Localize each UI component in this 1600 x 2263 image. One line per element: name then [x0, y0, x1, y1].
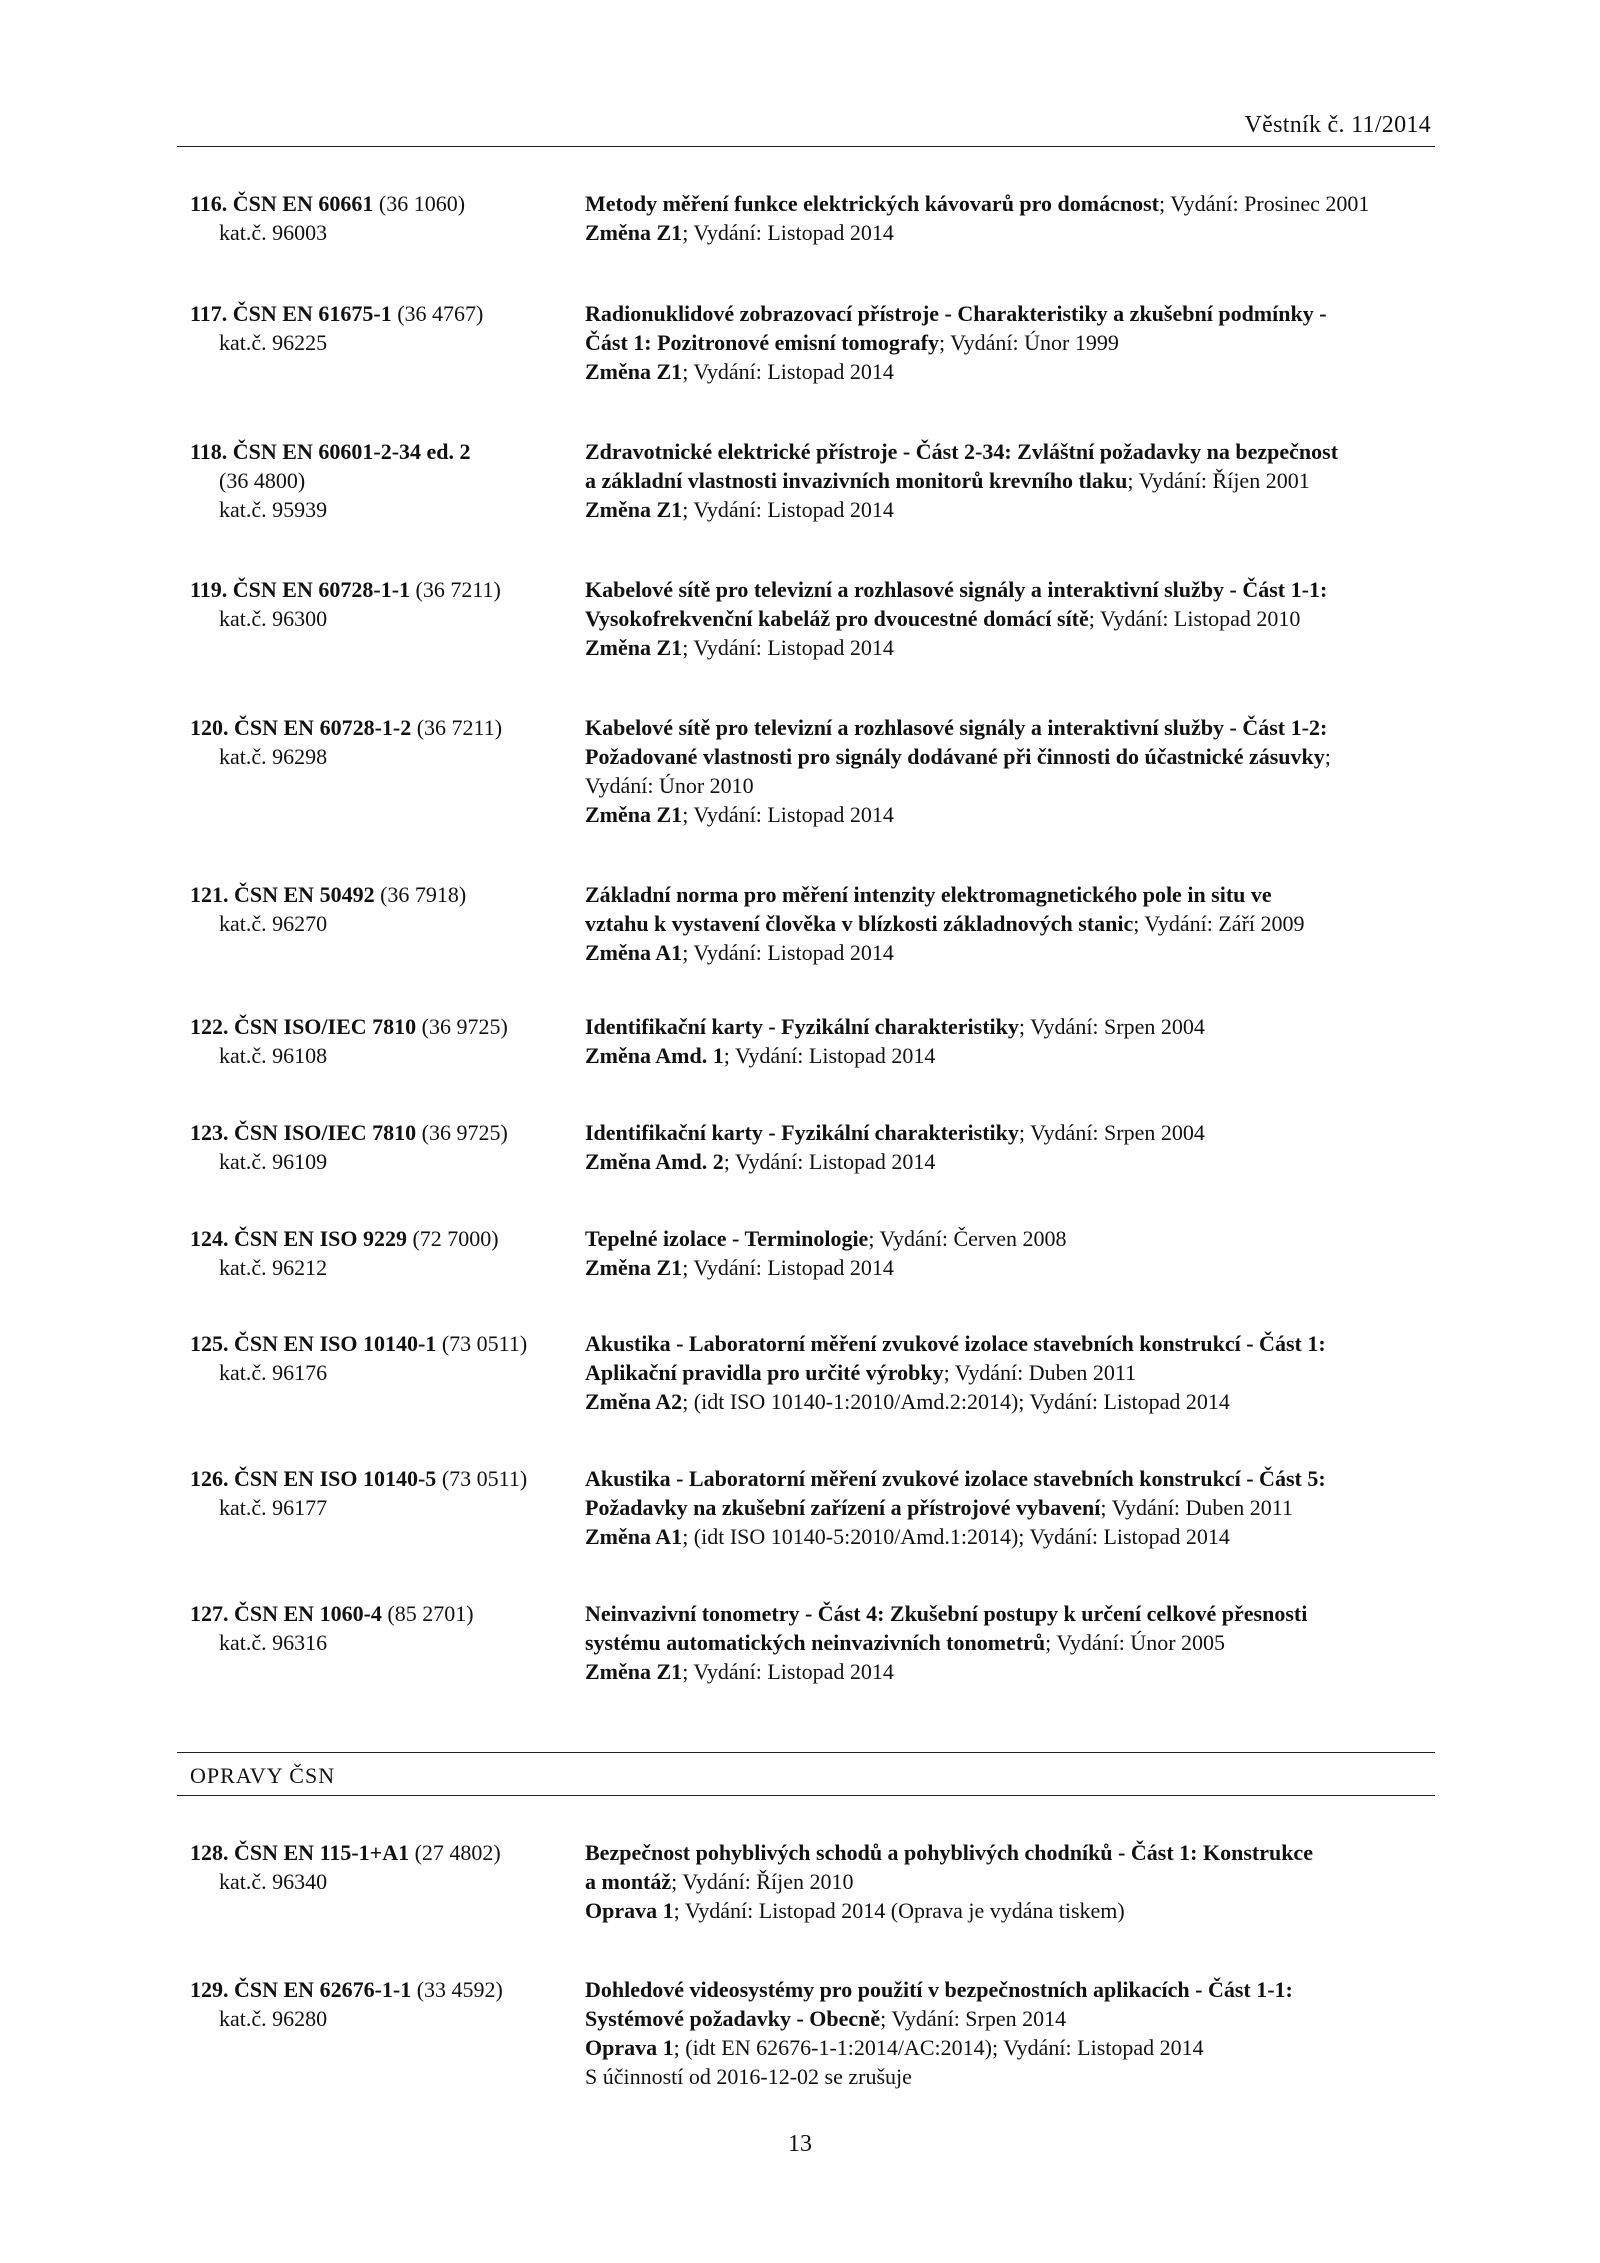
description-title: Změna Z1 — [585, 359, 683, 384]
entry-identifier — [190, 1838, 590, 1896]
classification-number: (85 2701) — [387, 1601, 474, 1626]
description-line — [585, 771, 1435, 800]
entry-number: 122. — [190, 1014, 229, 1039]
entry-id-line — [190, 1224, 590, 1253]
catalog-number: kat.č. 96003 — [219, 220, 328, 245]
description-title: Základní norma pro měření intenzity elektromagnetického pole in situ ve — [585, 882, 1272, 907]
entry-description — [585, 189, 1435, 247]
description-detail: ; (idt ISO 10140-5:2010/Amd.1:2014); Vydání: Listopad 2014 — [682, 1524, 1230, 1549]
entry-identifier — [190, 299, 590, 357]
entry-id-line — [190, 1012, 590, 1041]
description-line — [585, 938, 1435, 967]
description-line — [585, 1012, 1435, 1041]
description-title: Kabelové sítě pro televizní a rozhlasové signály a interaktivní služby - Část 1-1: — [585, 577, 1328, 602]
entry-id-line — [190, 1838, 590, 1867]
entry-number: 117. — [190, 301, 228, 326]
description-line — [585, 495, 1435, 524]
entry-number: 121. — [190, 882, 229, 907]
entry-identifier — [190, 1012, 590, 1070]
description-title: Změna Amd. 2 — [585, 1149, 724, 1174]
description-line — [585, 1118, 1435, 1147]
description-line — [585, 1253, 1435, 1282]
description-title: Změna Z1 — [585, 1255, 683, 1280]
entry-description — [585, 1464, 1435, 1551]
entry-id-line — [190, 575, 590, 604]
description-title: Změna A2 — [585, 1389, 683, 1414]
description-line — [585, 713, 1435, 742]
entry-id-line — [190, 1464, 590, 1493]
description-line — [585, 909, 1435, 938]
description-line — [585, 1358, 1435, 1387]
entry-id-line — [190, 299, 590, 328]
classification-number: (33 4592) — [416, 1977, 503, 2002]
standard-code: ČSN EN 60728-1-1 — [232, 577, 411, 602]
description-line — [585, 633, 1435, 662]
description-title: Kabelové sítě pro televizní a rozhlasové signály a interaktivní služby - Část 1-2: — [585, 715, 1328, 740]
description-detail: ; Vydání: Duben 2011 — [1100, 1495, 1293, 1520]
entry-identifier — [190, 1464, 590, 1522]
entry-description — [585, 1838, 1435, 1925]
standard-code: ČSN EN 62676-1-1 — [234, 1977, 412, 2002]
standard-code: ČSN EN ISO 10140-5 — [234, 1466, 437, 1491]
description-detail: ; Vydání: Září 2009 — [1133, 911, 1305, 936]
entry-number: 116. — [190, 191, 228, 216]
description-detail: ; Vydání: Listopad 2014 — [682, 635, 894, 660]
description-detail: ; Vydání: Listopad 2014 — [723, 1149, 936, 1174]
description-detail: ; Vydání: Listopad 2014 — [682, 940, 894, 965]
description-title: Radionuklidové zobrazovací přístroje - Charakteristiky a zkušební podmínky - — [585, 301, 1327, 326]
description-detail: ; Vydání: Říjen 2010 — [671, 1869, 854, 1894]
description-line — [585, 2004, 1435, 2033]
description-title: a základní vlastnosti invazivních monitorů krevního tlaku — [585, 468, 1128, 493]
standard-code: ČSN EN 115-1+A1 — [234, 1840, 410, 1865]
description-title: Změna A1 — [585, 940, 683, 965]
entry-identifier — [190, 437, 590, 524]
standard-code: ČSN EN ISO 10140-1 — [234, 1331, 437, 1356]
description-line — [585, 437, 1435, 466]
entry-description — [585, 1599, 1435, 1686]
description-detail: ; Vydání: Srpen 2004 — [1018, 1014, 1205, 1039]
entry-identifier — [190, 1224, 590, 1282]
classification-number: (73 0511) — [441, 1466, 528, 1491]
standard-code: ČSN EN 60661 — [232, 191, 374, 216]
description-line — [585, 1896, 1435, 1925]
description-detail: Vydání: Únor 2010 — [585, 773, 754, 798]
description-detail: ; Vydání: Listopad 2014 — [682, 1659, 894, 1684]
description-title: Tepelné izolace - Terminologie — [585, 1226, 869, 1251]
catalog-number: kat.č. 96316 — [219, 1630, 328, 1655]
description-line — [585, 604, 1435, 633]
classification-number: (73 0511) — [441, 1331, 528, 1356]
description-title: Změna Amd. 1 — [585, 1043, 724, 1068]
description-title: Oprava 1 — [585, 2035, 674, 2060]
description-title: Dohledové videosystémy pro použití v bezpečnostních aplikacích - Část 1-1: — [585, 1977, 1293, 2002]
entry-identifier — [190, 880, 590, 938]
description-detail: ; Vydání: Srpen 2014 — [880, 2006, 1067, 2031]
entry-number: 129. — [190, 1977, 229, 2002]
description-detail: ; — [1324, 744, 1331, 769]
description-detail: ; Vydání: Říjen 2001 — [1127, 468, 1310, 493]
description-line — [585, 1975, 1435, 2004]
entry-number: 120. — [190, 715, 229, 740]
catalog-number: kat.č. 96270 — [219, 911, 328, 936]
entry-identifier — [190, 1975, 590, 2033]
description-detail: ; Vydání: Duben 2011 — [943, 1360, 1137, 1385]
description-title: Aplikační pravidla pro určité výrobky — [585, 1360, 944, 1385]
description-detail: ; Vydání: Listopad 2014 — [682, 497, 894, 522]
entry-identifier — [190, 713, 590, 771]
entry-description — [585, 575, 1435, 662]
entry-identifier — [190, 1118, 590, 1176]
description-title: Změna Z1 — [585, 802, 683, 827]
catalog-number: kat.č. 96109 — [219, 1149, 328, 1174]
description-detail: ; Vydání: Listopad 2014 — [682, 1255, 894, 1280]
description-line — [585, 1041, 1435, 1070]
entry-description — [585, 713, 1435, 829]
description-line — [585, 1224, 1435, 1253]
classification-number: (27 4802) — [414, 1840, 501, 1865]
section-header — [177, 1752, 1435, 1796]
description-title: Metody měření funkce elektrických kávovarů pro domácnost — [585, 191, 1159, 216]
description-title: Akustika - Laboratorní měření zvukové izolace stavebních konstrukcí - Část 1: — [585, 1331, 1326, 1356]
standard-code: ČSN EN 61675-1 — [232, 301, 392, 326]
description-line — [585, 1493, 1435, 1522]
entry-description — [585, 1975, 1435, 2091]
entry-number: 123. — [190, 1120, 229, 1145]
classification-number: (36 7211) — [416, 715, 503, 740]
description-detail: ; Vydání: Listopad 2014 — [723, 1043, 936, 1068]
entry-description — [585, 880, 1435, 967]
standard-code: ČSN ISO/IEC 7810 — [234, 1014, 417, 1039]
bulletin-title: Věstník č. 11/2014 — [1244, 112, 1431, 138]
description-line — [585, 1838, 1435, 1867]
description-line — [585, 1387, 1435, 1416]
description-line — [585, 1657, 1435, 1686]
description-detail: ; (idt EN 62676-1-1:2014/AC:2014); Vydání: Listopad 2014 — [673, 2035, 1204, 2060]
classification-number: (36 9725) — [421, 1120, 508, 1145]
description-title: Systémové požadavky - Obecně — [585, 2006, 881, 2031]
entry-id-line — [190, 880, 590, 909]
entry-identifier — [190, 189, 590, 247]
entry-number: 127. — [190, 1601, 229, 1626]
entry-identifier — [190, 575, 590, 633]
entry-number: 128. — [190, 1840, 229, 1865]
catalog-number: kat.č. 96108 — [219, 1043, 328, 1068]
description-line — [585, 800, 1435, 829]
catalog-number: kat.č. 96177 — [219, 1495, 328, 1520]
classification-number: (36 7918) — [380, 882, 467, 907]
entry-description — [585, 1118, 1435, 1176]
entry-description — [585, 1224, 1435, 1282]
catalog-number: kat.č. 96340 — [219, 1869, 328, 1894]
entry-description — [585, 1329, 1435, 1416]
description-line — [585, 742, 1435, 771]
standard-code: ČSN EN 60728-1-2 — [234, 715, 412, 740]
entry-id-line — [190, 1118, 590, 1147]
section-title: OPRAVY ČSN — [190, 1763, 336, 1788]
description-line — [585, 1147, 1435, 1176]
description-title: Požadované vlastnosti pro signály dodávané při činnosti do účastnické zásuvky — [585, 744, 1325, 769]
description-title: Změna Z1 — [585, 1659, 683, 1684]
description-line — [585, 1867, 1435, 1896]
entry-id-line — [190, 1975, 590, 2004]
description-detail: ; Vydání: Listopad 2014 (Oprava je vydána tiskem) — [673, 1898, 1125, 1923]
catalog-number: kat.č. 96176 — [219, 1360, 328, 1385]
catalog-number: kat.č. 96225 — [219, 330, 328, 355]
standard-code: ČSN EN ISO 9229 — [234, 1226, 407, 1251]
standard-code: ČSN EN 1060-4 — [234, 1601, 382, 1626]
description-line — [585, 299, 1435, 328]
description-title: Oprava 1 — [585, 1898, 674, 1923]
standard-code: ČSN EN 50492 — [234, 882, 375, 907]
entry-description — [585, 437, 1435, 524]
description-detail: S účinností od 2016-12-02 se zrušuje — [585, 2064, 912, 2089]
description-line — [585, 1464, 1435, 1493]
description-line — [585, 575, 1435, 604]
entry-number: 118. — [190, 439, 228, 464]
entry-id-line — [190, 1599, 590, 1628]
description-detail: ; Vydání: Listopad 2014 — [682, 802, 894, 827]
page-number: 13 — [788, 2131, 812, 2157]
description-title: Změna Z1 — [585, 220, 683, 245]
description-title: Zdravotnické elektrické přístroje - Část 2-34: Zvláštní požadavky na bezpečnost — [585, 439, 1339, 464]
entry-number: 126. — [190, 1466, 229, 1491]
entry-id-line — [190, 437, 590, 466]
description-title: Změna Z1 — [585, 497, 683, 522]
description-line — [585, 357, 1435, 386]
description-title: Bezpečnost pohyblivých schodů a pohyblivých chodníků - Část 1: Konstrukce — [585, 1840, 1313, 1865]
description-line — [585, 1522, 1435, 1551]
catalog-number: kat.č. 96212 — [219, 1255, 328, 1280]
entry-number: 125. — [190, 1331, 229, 1356]
description-line — [585, 466, 1435, 495]
description-line — [585, 1599, 1435, 1628]
catalog-number: kat.č. 95939 — [219, 497, 328, 522]
classification-number: (36 4800) — [219, 468, 306, 493]
description-detail: ; (idt ISO 10140-1:2010/Amd.2:2014); Vydání: Listopad 2014 — [682, 1389, 1230, 1414]
description-title: a montáž — [585, 1869, 672, 1894]
description-title: Změna A1 — [585, 1524, 683, 1549]
description-line — [585, 1329, 1435, 1358]
description-line — [585, 880, 1435, 909]
description-line — [585, 189, 1435, 218]
description-title: Část 1: Pozitronové emisní tomografy — [585, 330, 939, 355]
entry-id-line — [190, 189, 590, 218]
entry-number: 119. — [190, 577, 228, 602]
standard-code: ČSN EN 60601-2-34 ed. 2 — [232, 439, 471, 464]
description-line — [585, 1628, 1435, 1657]
description-line — [585, 328, 1435, 357]
description-detail: ; Vydání: Červen 2008 — [868, 1226, 1067, 1251]
entry-description — [585, 1012, 1435, 1070]
description-title: Neinvazivní tonometry - Část 4: Zkušební postupy k určení celkové přesnosti — [585, 1601, 1308, 1626]
description-title: Identifikační karty - Fyzikální charakteristiky — [585, 1014, 1019, 1039]
description-title: Identifikační karty - Fyzikální charakteristiky — [585, 1120, 1019, 1145]
description-detail: ; Vydání: Srpen 2004 — [1018, 1120, 1205, 1145]
classification-number: (36 9725) — [421, 1014, 508, 1039]
entry-number: 124. — [190, 1226, 229, 1251]
description-title: Vysokofrekvenční kabeláž pro dvoucestné domácí sítě — [585, 606, 1089, 631]
catalog-number: kat.č. 96300 — [219, 606, 328, 631]
classification-number: (36 4767) — [397, 301, 484, 326]
description-title: systému automatických neinvazivních tonometrů — [585, 1630, 1046, 1655]
description-title: Akustika - Laboratorní měření zvukové izolace stavebních konstrukcí - Část 5: — [585, 1466, 1326, 1491]
entry-id-line — [190, 1329, 590, 1358]
description-title: vztahu k vystavení člověka v blízkosti základnových stanic — [585, 911, 1134, 936]
entry-description — [585, 299, 1435, 386]
entry-identifier — [190, 1599, 590, 1657]
classification-number: (36 7211) — [415, 577, 501, 602]
description-detail: ; Vydání: Únor 2005 — [1045, 1630, 1226, 1655]
description-detail: ; Vydání: Prosinec 2001 — [1159, 191, 1370, 216]
entry-identifier — [190, 1329, 590, 1387]
description-detail: ; Vydání: Únor 1999 — [938, 330, 1119, 355]
description-detail: ; Vydání: Listopad 2014 — [682, 359, 894, 384]
entry-id-line — [190, 713, 590, 742]
catalog-number: kat.č. 96280 — [219, 2006, 328, 2031]
description-detail: ; Vydání: Listopad 2010 — [1088, 606, 1301, 631]
page-header — [177, 110, 1435, 147]
description-title: Požadavky na zkušební zařízení a přístrojové vybavení — [585, 1495, 1101, 1520]
standard-code: ČSN ISO/IEC 7810 — [234, 1120, 417, 1145]
classification-number: (36 1060) — [378, 191, 466, 216]
classification-number: (72 7000) — [412, 1226, 499, 1251]
description-line — [585, 218, 1435, 247]
catalog-number: kat.č. 96298 — [219, 744, 328, 769]
description-line — [585, 2033, 1435, 2062]
description-title: Změna Z1 — [585, 635, 683, 660]
description-line — [585, 2062, 1435, 2091]
description-detail: ; Vydání: Listopad 2014 — [682, 220, 894, 245]
